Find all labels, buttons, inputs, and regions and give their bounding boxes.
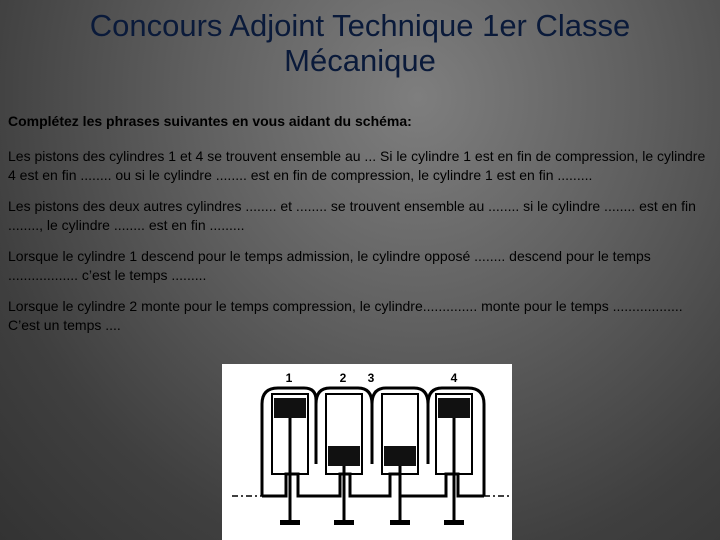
piston-3 bbox=[384, 446, 416, 466]
slide-body bbox=[8, 112, 712, 347]
title-line-1: Concours Adjoint Technique 1er Classe bbox=[89, 8, 631, 43]
engine-schematic bbox=[222, 364, 512, 540]
crank-journals bbox=[280, 520, 464, 525]
title-line-2: Mécanique bbox=[284, 43, 436, 78]
paragraph-2: Les pistons des deux autres cylindres ........ et ........ se trouvent ensemble au ........ si le cylindre ........ est en fin ........, le cylindre ........ est en fin ......... bbox=[8, 198, 696, 233]
piston-1 bbox=[274, 398, 306, 418]
paragraph-1: Les pistons des cylindres 1 et 4 se trouvent ensemble au ... Si le cylindre 1 est en fin de compression, le cylindre 4 est en fin ........ ou si le cylindre ........ est en fin de compression, le cylindre 1 est en fin ......... bbox=[8, 148, 706, 183]
instruction-text: Complétez les phrases suivantes en vous aidant du schéma: bbox=[8, 113, 412, 129]
engine-schematic-drawing bbox=[222, 364, 512, 540]
cylinder-label-3: 3 bbox=[367, 371, 375, 385]
cylinder-label-4: 4 bbox=[450, 371, 458, 385]
piston-2 bbox=[328, 446, 360, 466]
piston-4 bbox=[438, 398, 470, 418]
paragraph-4: Lorsque le cylindre 2 monte pour le temps compression, le cylindre.............. monte pour le temps .................. C’est un temps .... bbox=[8, 298, 683, 333]
slide-title bbox=[0, 8, 720, 78]
paragraph-3: Lorsque le cylindre 1 descend pour le temps admission, le cylindre opposé ........ descend pour le temps .................. c’est le temps ......... bbox=[8, 248, 651, 283]
cylinder-label-2: 2 bbox=[339, 371, 347, 385]
cylinder-label-1: 1 bbox=[285, 371, 293, 385]
